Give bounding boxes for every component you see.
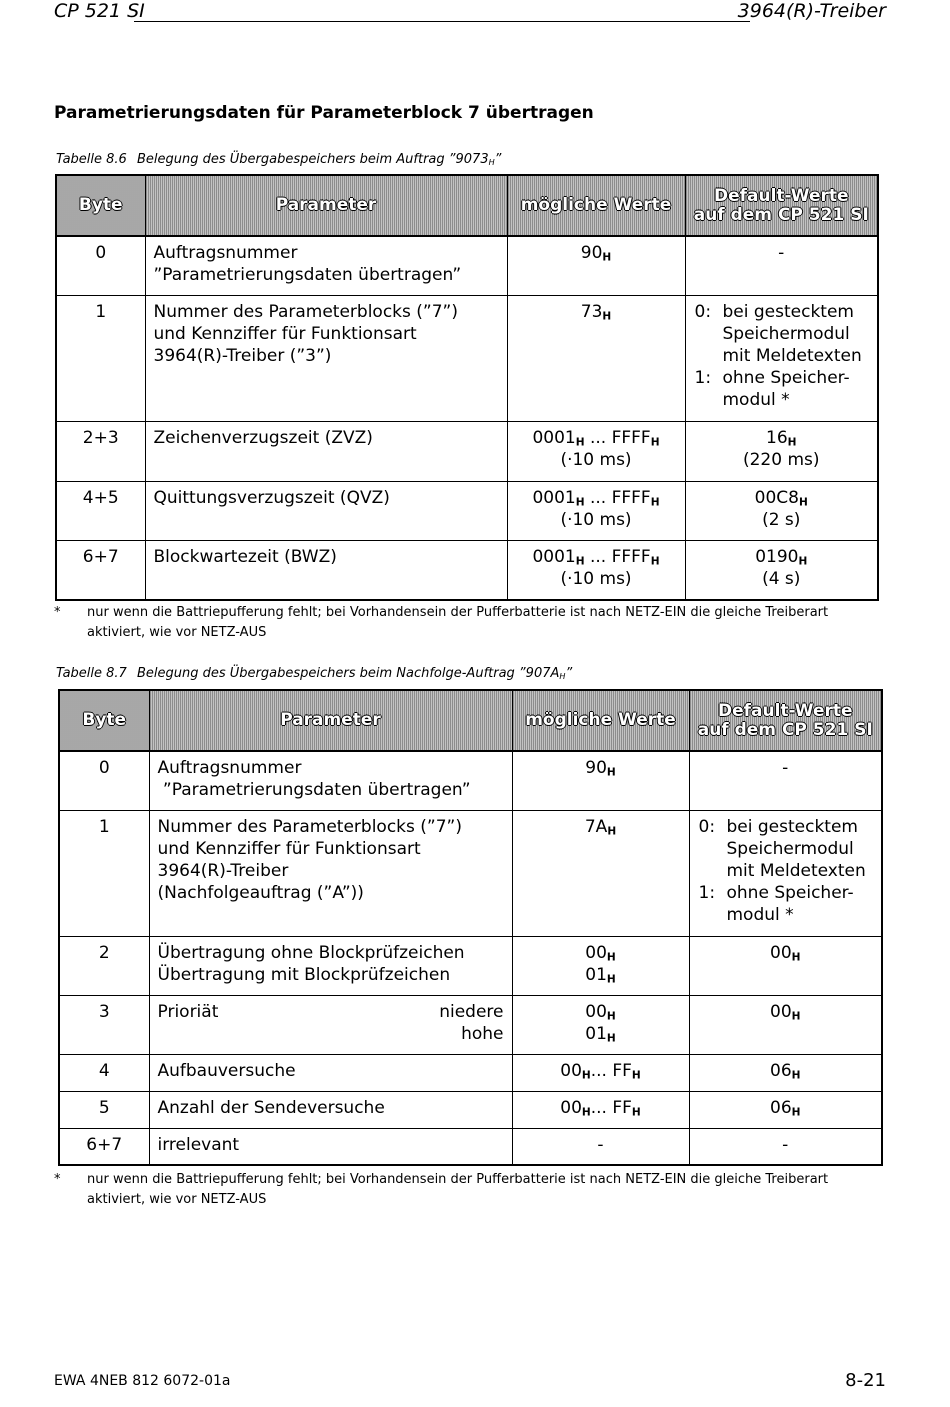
document-number: EWA 4NEB 812 6072-01a (54, 1373, 231, 1389)
header-right: 3964(R)-Treiber (737, 0, 886, 22)
table-row: 0 Auftragsnummer ”Parametrierungsdaten übertragen” $90_H$ - (59, 751, 882, 810)
table-row: 1 Nummer des Parameterblocks (”7”) und Kennziffer für Funktionsart 3964(R)-Treiber (Nachfolgeauftrag (”A”)) $7A_H$ 0: bei gestecktem Speichermodul mit Meldetexten 1: ohne Speicher- modul * (59, 810, 882, 936)
table-row: 5 Anzahl der Sendeversuche $00_H$... $FF_H$ $06_H$ (59, 1091, 882, 1128)
table-row: 4+5 Quittungsverzugszeit (QVZ) $0001_H$ ... $FFFF_H$ (·10 ms) $00C8_H$ (2 s) (56, 481, 878, 540)
section-heading: Parametrierungsdaten für Parameterblock 7 übertragen (54, 103, 594, 123)
page-header (54, 0, 886, 24)
table1-header-row (56, 175, 878, 236)
col-header-defaults: Default-Werte auf dem CP 521 SI (689, 690, 882, 751)
table2-header-row (59, 690, 882, 751)
col-header-parameter: Parameter (145, 175, 507, 236)
table-row: 4 Aufbauversuche $00_H$... $FF_H$ $06_H$ (59, 1054, 882, 1091)
table-row: 3 Prioriät niedere hohe $00_H$ $01_H$ $00_H$ (59, 995, 882, 1054)
page-number: 8-21 (845, 1370, 886, 1391)
table-row: 6+7 irrelevant - - (59, 1128, 882, 1165)
header-rule (134, 21, 750, 22)
col-header-byte: Byte (59, 690, 149, 751)
table-row: 2 Übertragung ohne Blockprüfzeichen Übertragung mit Blockprüfzeichen $00_H$ $01_H$ $00_H$ (59, 936, 882, 995)
table-row: 1 Nummer des Parameterblocks (”7”) und Kennziffer für Funktionsart 3964(R)-Treiber (”3”) $73_H$ 0: bei gestecktem Speichermodul mit Meldetexten 1: ohne Speicher- modul * (56, 295, 878, 421)
table1 (55, 174, 879, 601)
table-row: 6+7 Blockwartezeit (BWZ) $0001_H$ ... $FFFF_H$ (·10 ms) $0190_H$ (4 s) (56, 540, 878, 600)
table1-caption: Tabelle 8.6 Belegung des Übergabespeichers beim Auftrag $”9073_H$” (56, 152, 502, 167)
table2-caption: Tabelle 8.7 Belegung des Übergabespeichers beim Nachfolge-Auftrag $”907A_H$” (56, 666, 573, 681)
col-header-values: mögliche Werte (507, 175, 685, 236)
table-row: 2+3 Zeichenverzugszeit (ZVZ) $0001_H$ ... $FFFF_H$ (·10 ms) $16_H$ (220 ms) (56, 421, 878, 481)
col-header-defaults: Default-Werte auf dem CP 521 SI (685, 175, 878, 236)
table-row: 0 Auftragsnummer ”Parametrierungsdaten übertragen” $90_H$ - (56, 236, 878, 295)
col-header-byte: Byte (56, 175, 145, 236)
col-header-parameter: Parameter (149, 690, 512, 751)
table2 (58, 689, 883, 1166)
header-left: CP 521 SI (54, 0, 145, 22)
col-header-values: mögliche Werte (512, 690, 689, 751)
